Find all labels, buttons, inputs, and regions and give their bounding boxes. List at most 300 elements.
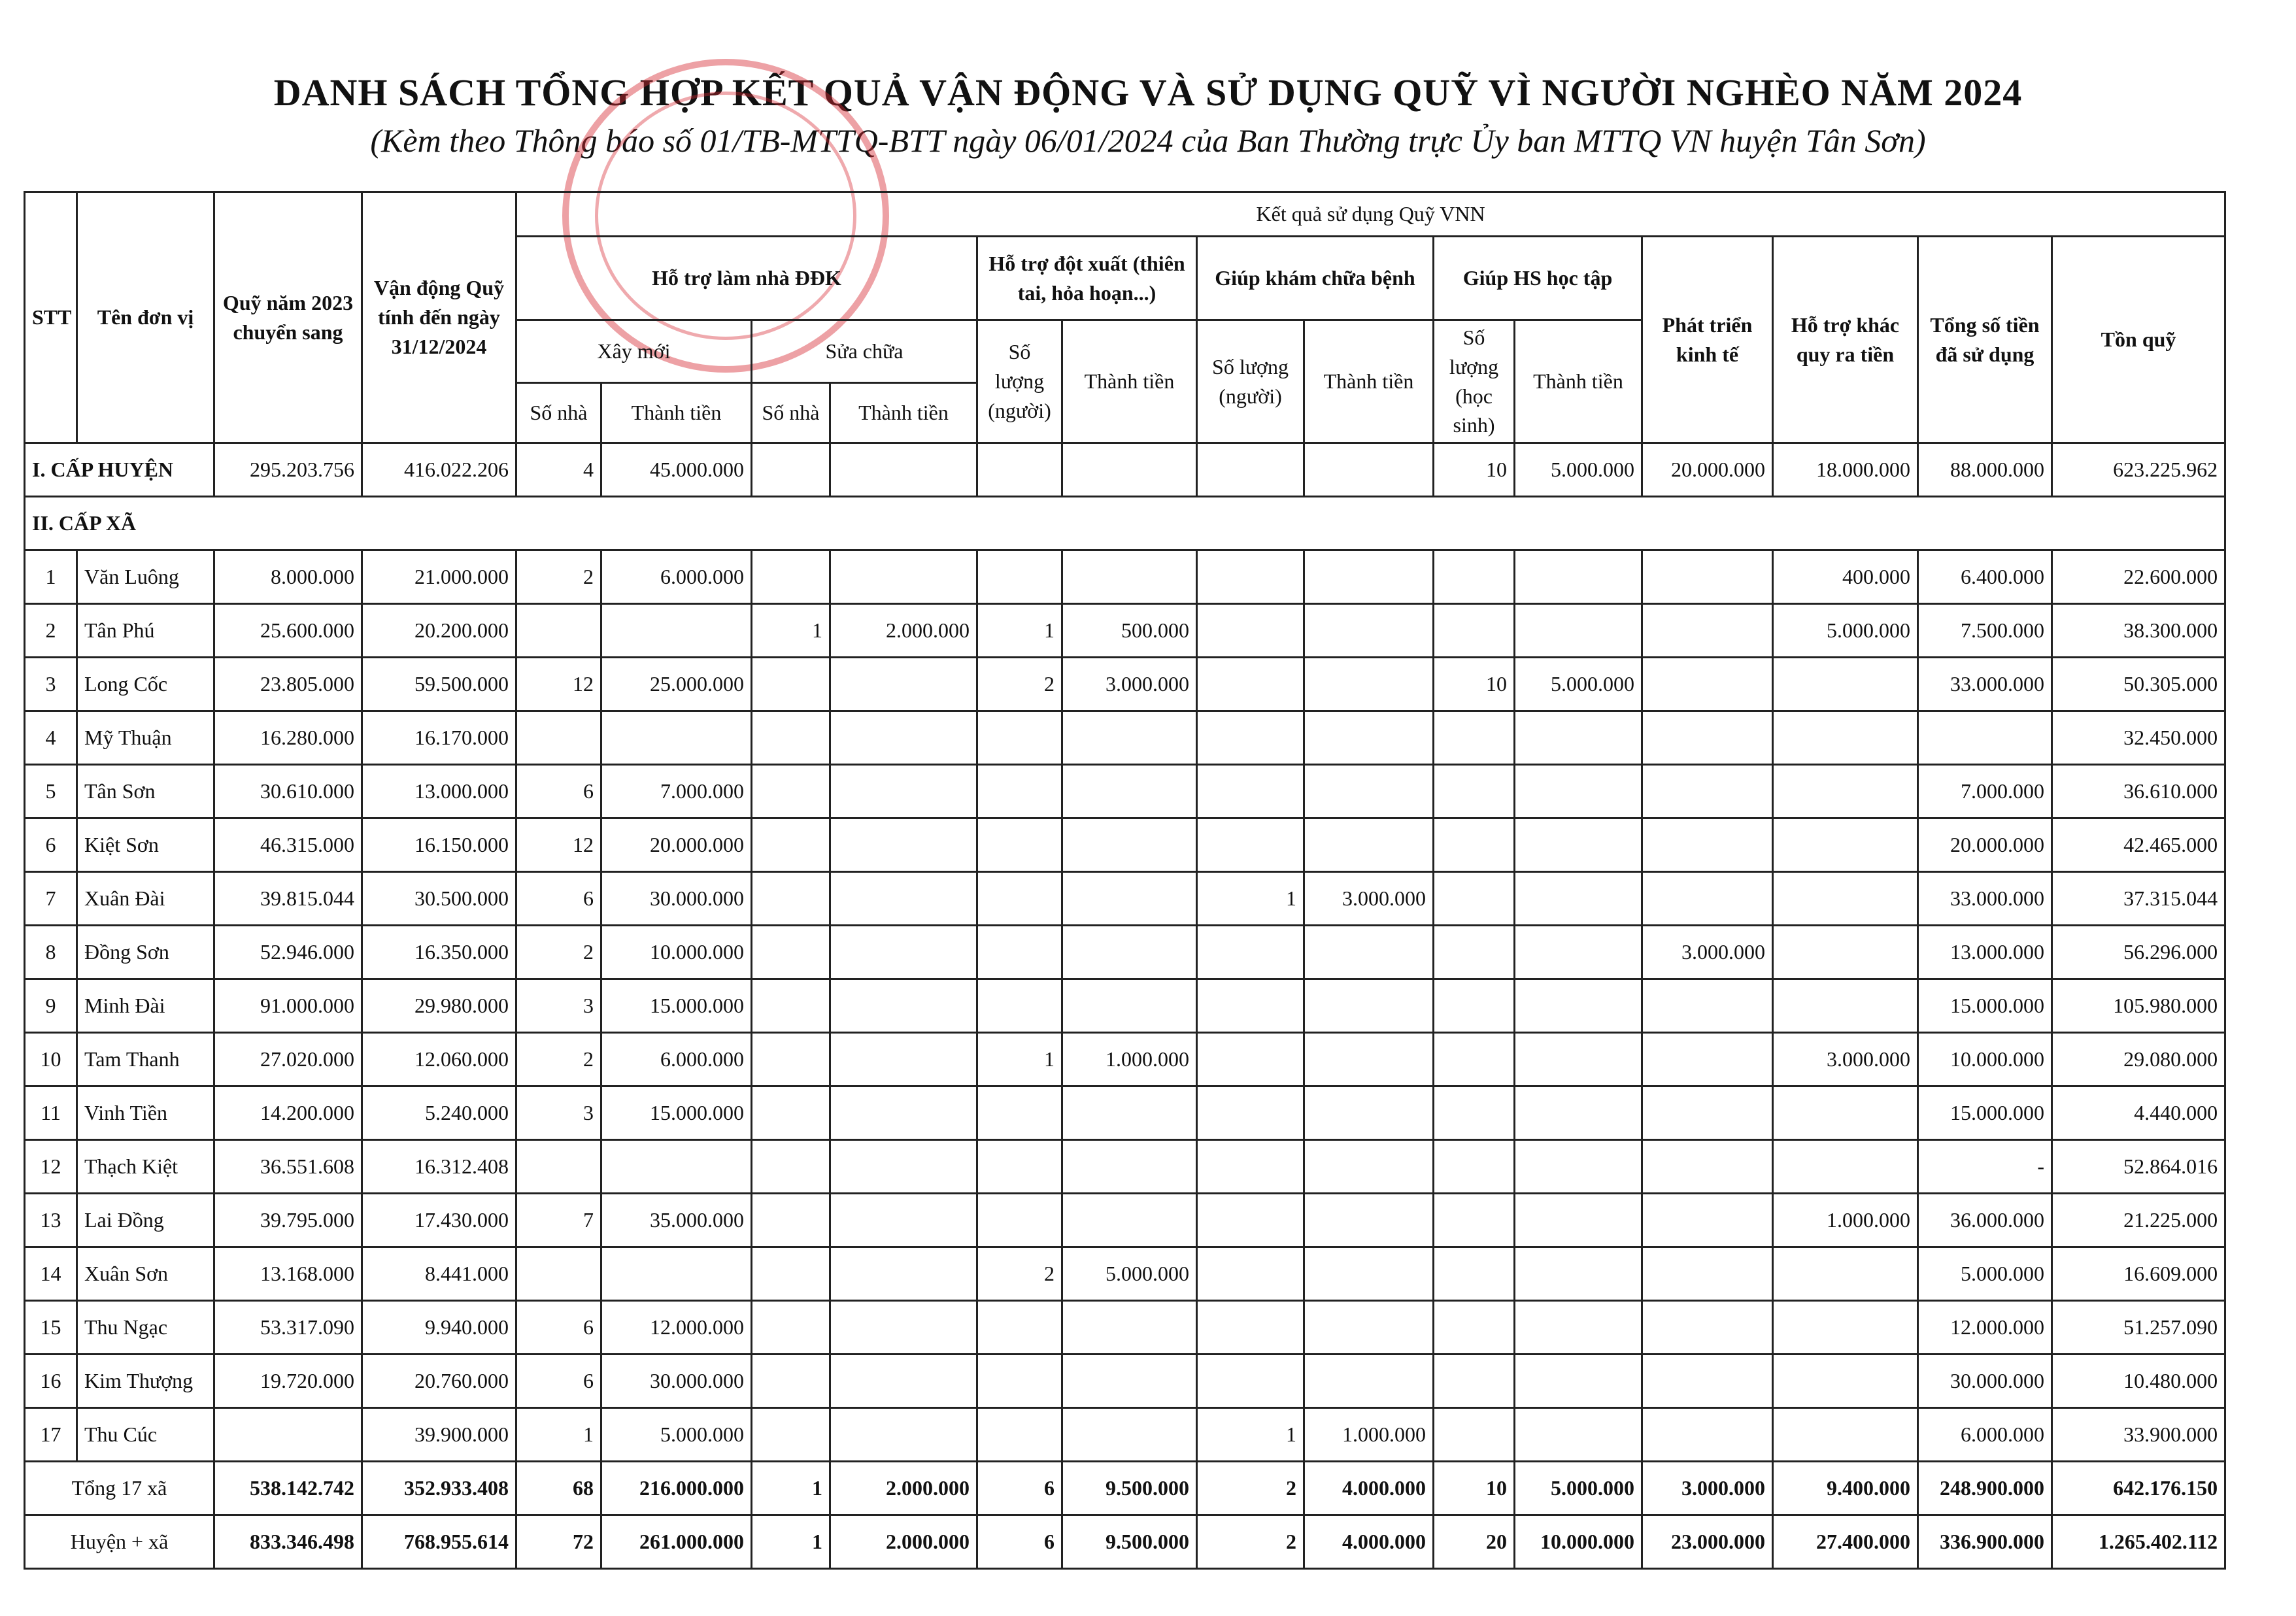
header-thanh-tien-hoc-tap: Thành tiền xyxy=(1515,320,1642,443)
header-van-dong-quy: Vận động Quỹ tính đến ngày 31/12/2024 xyxy=(362,192,516,443)
table-row xyxy=(25,926,2225,979)
value-cell: 52.946.000 xyxy=(214,926,362,979)
value-cell: 400.000 xyxy=(1773,550,1918,604)
value-cell: 30.500.000 xyxy=(362,872,516,926)
value-cell xyxy=(1515,979,1642,1033)
table-row xyxy=(25,1408,2225,1462)
value-cell xyxy=(752,1355,830,1408)
total-cell: 23.000.000 xyxy=(1642,1515,1773,1569)
value-cell: 15.000.000 xyxy=(1918,1086,2052,1140)
value-cell xyxy=(1515,1194,1642,1247)
stt-cell: 15 xyxy=(25,1301,77,1355)
value-cell xyxy=(1642,1140,1773,1194)
cell: 4 xyxy=(516,443,601,497)
value-cell xyxy=(830,1033,977,1086)
value-cell: 30.000.000 xyxy=(601,1355,752,1408)
table-body xyxy=(25,443,2225,1569)
value-cell xyxy=(1197,1033,1304,1086)
value-cell xyxy=(830,1086,977,1140)
value-cell xyxy=(1434,1033,1515,1086)
value-cell xyxy=(752,872,830,926)
value-cell: 21.225.000 xyxy=(2052,1194,2225,1247)
stt-cell: 16 xyxy=(25,1355,77,1408)
value-cell: 10.480.000 xyxy=(2052,1355,2225,1408)
value-cell: 12 xyxy=(516,818,601,872)
value-cell xyxy=(1434,872,1515,926)
document-subtitle: (Kèm theo Thông báo số 01/TB-MTTQ-BTT ngày 06/01/2024 của Ban Thường trực Ủy ban MTTQ VN huyện Tân Sơn) xyxy=(370,122,1926,159)
value-cell: 6.000.000 xyxy=(601,550,752,604)
value-cell xyxy=(1642,872,1773,926)
value-cell xyxy=(1197,1194,1304,1247)
value-cell xyxy=(977,711,1062,765)
ten-don-vi-cell: Văn Luông xyxy=(77,550,214,604)
value-cell xyxy=(1304,765,1434,818)
total-cell: 9.500.000 xyxy=(1062,1462,1197,1515)
value-cell xyxy=(1304,658,1434,711)
value-cell xyxy=(1515,1355,1642,1408)
ten-don-vi-cell: Thu Ngạc xyxy=(77,1301,214,1355)
value-cell xyxy=(1304,1140,1434,1194)
value-cell xyxy=(516,1140,601,1194)
value-cell xyxy=(1515,1301,1642,1355)
header-ho-tro-dot-xuat: Hỗ trợ đột xuất (thiên tai, hỏa hoạn...) xyxy=(977,237,1197,320)
value-cell: 10.000.000 xyxy=(601,926,752,979)
value-cell xyxy=(1515,765,1642,818)
total-cell: 1.265.402.112 xyxy=(2052,1515,2225,1569)
value-cell xyxy=(1642,1247,1773,1301)
total-cell: 4.000.000 xyxy=(1304,1515,1434,1569)
value-cell xyxy=(1642,604,1773,658)
value-cell xyxy=(977,1408,1062,1462)
value-cell: 56.296.000 xyxy=(2052,926,2225,979)
value-cell xyxy=(977,926,1062,979)
value-cell xyxy=(214,1408,362,1462)
ten-don-vi-cell: Long Cốc xyxy=(77,658,214,711)
value-cell: 36.000.000 xyxy=(1918,1194,2052,1247)
value-cell xyxy=(1434,604,1515,658)
header-so-nha-xay-moi: Số nhà xyxy=(516,383,601,443)
value-cell xyxy=(830,1355,977,1408)
value-cell: 46.315.000 xyxy=(214,818,362,872)
value-cell xyxy=(830,1247,977,1301)
value-cell: 3 xyxy=(516,979,601,1033)
value-cell xyxy=(1434,1247,1515,1301)
value-cell: 5.000.000 xyxy=(601,1408,752,1462)
value-cell xyxy=(1773,872,1918,926)
value-cell xyxy=(1197,926,1304,979)
value-cell xyxy=(752,1247,830,1301)
value-cell xyxy=(830,658,977,711)
value-cell: 38.300.000 xyxy=(2052,604,2225,658)
value-cell: 51.257.090 xyxy=(2052,1301,2225,1355)
header-thanh-tien-dot-xuat: Thành tiền xyxy=(1062,320,1197,443)
total-cell: 6 xyxy=(977,1515,1062,1569)
cell: 18.000.000 xyxy=(1773,443,1918,497)
value-cell xyxy=(830,979,977,1033)
value-cell xyxy=(1515,818,1642,872)
ten-don-vi-cell: Kim Thượng xyxy=(77,1355,214,1408)
value-cell xyxy=(1773,711,1918,765)
value-cell: 1.000.000 xyxy=(1304,1408,1434,1462)
value-cell xyxy=(977,872,1062,926)
value-cell xyxy=(977,1086,1062,1140)
total-cell: 4.000.000 xyxy=(1304,1462,1434,1515)
value-cell: 1 xyxy=(752,604,830,658)
value-cell: 1.000.000 xyxy=(1773,1194,1918,1247)
value-cell xyxy=(830,1408,977,1462)
total-cell: 2.000.000 xyxy=(830,1462,977,1515)
value-cell xyxy=(1304,604,1434,658)
value-cell xyxy=(1434,1355,1515,1408)
value-cell xyxy=(1773,1408,1918,1462)
total-label: Tổng 17 xã xyxy=(25,1462,214,1515)
value-cell xyxy=(1918,711,2052,765)
stt-cell: 7 xyxy=(25,872,77,926)
value-cell: 39.815.044 xyxy=(214,872,362,926)
value-cell xyxy=(752,979,830,1033)
ten-don-vi-cell: Xuân Đài xyxy=(77,872,214,926)
value-cell: 39.900.000 xyxy=(362,1408,516,1462)
value-cell: 1 xyxy=(516,1408,601,1462)
value-cell xyxy=(1773,1247,1918,1301)
value-cell: 6 xyxy=(516,765,601,818)
value-cell: 16.150.000 xyxy=(362,818,516,872)
value-cell xyxy=(830,711,977,765)
value-cell: 2 xyxy=(977,658,1062,711)
value-cell xyxy=(752,711,830,765)
cell xyxy=(1062,443,1197,497)
stt-cell: 4 xyxy=(25,711,77,765)
value-cell xyxy=(1642,1194,1773,1247)
value-cell xyxy=(516,1247,601,1301)
value-cell xyxy=(977,1301,1062,1355)
value-cell: 10.000.000 xyxy=(1918,1033,2052,1086)
value-cell xyxy=(601,604,752,658)
value-cell: 2 xyxy=(977,1247,1062,1301)
value-cell: 15.000.000 xyxy=(601,979,752,1033)
value-cell xyxy=(1197,1301,1304,1355)
total-cell: 10.000.000 xyxy=(1515,1515,1642,1569)
value-cell xyxy=(1062,1355,1197,1408)
value-cell: 500.000 xyxy=(1062,604,1197,658)
value-cell: 1 xyxy=(977,604,1062,658)
ten-don-vi-cell: Xuân Sơn xyxy=(77,1247,214,1301)
value-cell: 12.000.000 xyxy=(601,1301,752,1355)
cap-xa-label: II. CẤP XÃ xyxy=(25,497,2225,550)
total-cell: 833.346.498 xyxy=(214,1515,362,1569)
value-cell: 53.317.090 xyxy=(214,1301,362,1355)
value-cell: 33.900.000 xyxy=(2052,1408,2225,1462)
value-cell: 3.000.000 xyxy=(1062,658,1197,711)
value-cell: 8.441.000 xyxy=(362,1247,516,1301)
header-stt: STT xyxy=(25,192,77,443)
value-cell: 30.000.000 xyxy=(1918,1355,2052,1408)
value-cell: 1 xyxy=(1197,1408,1304,1462)
value-cell xyxy=(1197,1140,1304,1194)
value-cell: 25.600.000 xyxy=(214,604,362,658)
value-cell xyxy=(1515,1408,1642,1462)
ten-don-vi-cell: Lai Đồng xyxy=(77,1194,214,1247)
stt-cell: 6 xyxy=(25,818,77,872)
value-cell: 5.000.000 xyxy=(1062,1247,1197,1301)
stt-cell: 13 xyxy=(25,1194,77,1247)
value-cell xyxy=(830,765,977,818)
value-cell xyxy=(1434,979,1515,1033)
value-cell xyxy=(1062,711,1197,765)
total-cell: 538.142.742 xyxy=(214,1462,362,1515)
value-cell: 7.000.000 xyxy=(1918,765,2052,818)
value-cell: 14.200.000 xyxy=(214,1086,362,1140)
value-cell xyxy=(1642,979,1773,1033)
total-cell: 336.900.000 xyxy=(1918,1515,2052,1569)
value-cell xyxy=(1062,1140,1197,1194)
stt-cell: 5 xyxy=(25,765,77,818)
value-cell xyxy=(1773,979,1918,1033)
value-cell xyxy=(1062,818,1197,872)
document-title: DANH SÁCH TỔNG HỢP KẾT QUẢ VẬN ĐỘNG VÀ SỬ DỤNG QUỸ VÌ NGƯỜI NGHÈO NĂM 2024 xyxy=(273,71,2023,114)
value-cell xyxy=(1515,1140,1642,1194)
table-row xyxy=(25,1247,2225,1301)
value-cell xyxy=(1642,711,1773,765)
value-cell: 6.000.000 xyxy=(1918,1408,2052,1462)
value-cell xyxy=(1062,765,1197,818)
value-cell xyxy=(752,765,830,818)
total-cell: 1 xyxy=(752,1462,830,1515)
value-cell: 16.350.000 xyxy=(362,926,516,979)
value-cell xyxy=(1773,658,1918,711)
value-cell: 12 xyxy=(516,658,601,711)
value-cell xyxy=(1304,818,1434,872)
total-cell: 2 xyxy=(1197,1515,1304,1569)
value-cell xyxy=(752,550,830,604)
total-cell: 3.000.000 xyxy=(1642,1462,1773,1515)
value-cell xyxy=(752,1301,830,1355)
value-cell: 12.060.000 xyxy=(362,1033,516,1086)
value-cell xyxy=(830,1194,977,1247)
value-cell xyxy=(752,1408,830,1462)
stt-cell: 9 xyxy=(25,979,77,1033)
header-thanh-tien-sua-chua: Thành tiền xyxy=(830,383,977,443)
value-cell xyxy=(1062,872,1197,926)
value-cell xyxy=(1304,550,1434,604)
value-cell xyxy=(1197,1247,1304,1301)
value-cell xyxy=(1773,765,1918,818)
value-cell xyxy=(601,711,752,765)
value-cell xyxy=(830,818,977,872)
cell xyxy=(977,443,1062,497)
value-cell: 42.465.000 xyxy=(2052,818,2225,872)
value-cell: 2 xyxy=(516,926,601,979)
cell: 295.203.756 xyxy=(214,443,362,497)
value-cell: 5.240.000 xyxy=(362,1086,516,1140)
header-ho-tro-khac: Hỗ trợ khác quy ra tiền xyxy=(1773,237,1918,443)
value-cell xyxy=(1304,1355,1434,1408)
header-so-luong-hoc-sinh: Số lượng (học sinh) xyxy=(1434,320,1515,443)
value-cell xyxy=(1515,711,1642,765)
value-cell: 16.280.000 xyxy=(214,711,362,765)
value-cell xyxy=(1642,1355,1773,1408)
value-cell xyxy=(1515,1086,1642,1140)
value-cell xyxy=(977,818,1062,872)
stt-cell: 8 xyxy=(25,926,77,979)
value-cell xyxy=(601,1140,752,1194)
ten-don-vi-cell: Mỹ Thuận xyxy=(77,711,214,765)
value-cell: 16.170.000 xyxy=(362,711,516,765)
value-cell: 16.312.408 xyxy=(362,1140,516,1194)
value-cell: 10 xyxy=(1434,658,1515,711)
total-cell: 9.400.000 xyxy=(1773,1462,1918,1515)
value-cell: 27.020.000 xyxy=(214,1033,362,1086)
ten-don-vi-cell: Đồng Sơn xyxy=(77,926,214,979)
cell: 623.225.962 xyxy=(2052,443,2225,497)
total-cell: 20 xyxy=(1434,1515,1515,1569)
value-cell: 22.600.000 xyxy=(2052,550,2225,604)
value-cell: 33.000.000 xyxy=(1918,658,2052,711)
value-cell xyxy=(601,1247,752,1301)
value-cell xyxy=(1642,658,1773,711)
value-cell: 30.610.000 xyxy=(214,765,362,818)
value-cell xyxy=(516,604,601,658)
table-row xyxy=(25,1194,2225,1247)
value-cell xyxy=(1434,1408,1515,1462)
value-cell xyxy=(1304,1247,1434,1301)
value-cell xyxy=(977,765,1062,818)
value-cell: 21.000.000 xyxy=(362,550,516,604)
table-header xyxy=(25,192,2225,443)
value-cell: 12.000.000 xyxy=(1918,1301,2052,1355)
value-cell: 13.168.000 xyxy=(214,1247,362,1301)
value-cell xyxy=(1642,1408,1773,1462)
header-thanh-tien-xay-moi: Thành tiền xyxy=(601,383,752,443)
value-cell xyxy=(1434,1301,1515,1355)
value-cell: 6 xyxy=(516,872,601,926)
value-cell: 8.000.000 xyxy=(214,550,362,604)
value-cell xyxy=(1642,1086,1773,1140)
value-cell xyxy=(752,1086,830,1140)
value-cell: 32.450.000 xyxy=(2052,711,2225,765)
table-row xyxy=(25,658,2225,711)
value-cell: 50.305.000 xyxy=(2052,658,2225,711)
value-cell xyxy=(1642,818,1773,872)
header-sua-chua: Sửa chữa xyxy=(752,320,977,383)
value-cell xyxy=(1434,711,1515,765)
value-cell: 16.609.000 xyxy=(2052,1247,2225,1301)
value-cell: 6.000.000 xyxy=(601,1033,752,1086)
value-cell xyxy=(1434,818,1515,872)
table-row xyxy=(25,765,2225,818)
value-cell xyxy=(830,1140,977,1194)
ten-don-vi-cell: Thạch Kiệt xyxy=(77,1140,214,1194)
row-cap-huyen xyxy=(25,443,2225,497)
value-cell: 7 xyxy=(516,1194,601,1247)
value-cell: 3.000.000 xyxy=(1773,1033,1918,1086)
value-cell xyxy=(1304,1033,1434,1086)
value-cell xyxy=(830,550,977,604)
value-cell: 17.430.000 xyxy=(362,1194,516,1247)
value-cell xyxy=(1197,604,1304,658)
value-cell xyxy=(1434,926,1515,979)
total-cell: 261.000.000 xyxy=(601,1515,752,1569)
total-row-huyen-xa xyxy=(25,1515,2225,1569)
table-row xyxy=(25,979,2225,1033)
cell xyxy=(752,443,830,497)
value-cell: 2.000.000 xyxy=(830,604,977,658)
value-cell xyxy=(1515,1247,1642,1301)
total-cell: 1 xyxy=(752,1515,830,1569)
value-cell xyxy=(1434,550,1515,604)
total-cell: 2 xyxy=(1197,1462,1304,1515)
value-cell: 5.000.000 xyxy=(1515,658,1642,711)
cell: 88.000.000 xyxy=(1918,443,2052,497)
value-cell: 36.551.608 xyxy=(214,1140,362,1194)
cell: 5.000.000 xyxy=(1515,443,1642,497)
value-cell xyxy=(1197,711,1304,765)
value-cell: 7.000.000 xyxy=(601,765,752,818)
value-cell xyxy=(1062,1301,1197,1355)
table-row xyxy=(25,550,2225,604)
value-cell xyxy=(1515,872,1642,926)
value-cell: 6 xyxy=(516,1355,601,1408)
table-row xyxy=(25,604,2225,658)
cap-huyen-label: I. CẤP HUYỆN xyxy=(25,443,214,497)
header-so-luong-kham-chua-benh: Số lượng (người) xyxy=(1197,320,1304,443)
value-cell xyxy=(752,1194,830,1247)
table-row xyxy=(25,1140,2225,1194)
value-cell: 59.500.000 xyxy=(362,658,516,711)
value-cell: 13.000.000 xyxy=(1918,926,2052,979)
table-row xyxy=(25,1301,2225,1355)
value-cell: 3.000.000 xyxy=(1304,872,1434,926)
cell xyxy=(1304,443,1434,497)
fund-summary-table xyxy=(24,191,2226,1570)
value-cell: 20.760.000 xyxy=(362,1355,516,1408)
value-cell xyxy=(1773,1140,1918,1194)
value-cell xyxy=(1304,1194,1434,1247)
value-cell xyxy=(977,1194,1062,1247)
ten-don-vi-cell: Vinh Tiền xyxy=(77,1086,214,1140)
table-row xyxy=(25,711,2225,765)
value-cell xyxy=(1434,1194,1515,1247)
value-cell xyxy=(1062,979,1197,1033)
stt-cell: 2 xyxy=(25,604,77,658)
value-cell xyxy=(977,550,1062,604)
value-cell: 29.980.000 xyxy=(362,979,516,1033)
value-cell: 20.000.000 xyxy=(601,818,752,872)
value-cell: 5.000.000 xyxy=(1918,1247,2052,1301)
total-cell: 72 xyxy=(516,1515,601,1569)
value-cell xyxy=(1062,1194,1197,1247)
value-cell: 30.000.000 xyxy=(601,872,752,926)
value-cell xyxy=(1434,1086,1515,1140)
value-cell xyxy=(516,711,601,765)
value-cell xyxy=(1197,979,1304,1033)
value-cell xyxy=(752,658,830,711)
value-cell: 2 xyxy=(516,550,601,604)
value-cell: 3 xyxy=(516,1086,601,1140)
stt-cell: 3 xyxy=(25,658,77,711)
value-cell xyxy=(1642,550,1773,604)
value-cell xyxy=(1773,1086,1918,1140)
value-cell xyxy=(830,1301,977,1355)
value-cell xyxy=(1642,1033,1773,1086)
value-cell xyxy=(1434,1140,1515,1194)
value-cell xyxy=(1062,926,1197,979)
header-kham-chua-benh: Giúp khám chữa bệnh xyxy=(1197,237,1434,320)
value-cell xyxy=(1642,765,1773,818)
cell: 416.022.206 xyxy=(362,443,516,497)
value-cell xyxy=(1304,1086,1434,1140)
value-cell: 20.200.000 xyxy=(362,604,516,658)
